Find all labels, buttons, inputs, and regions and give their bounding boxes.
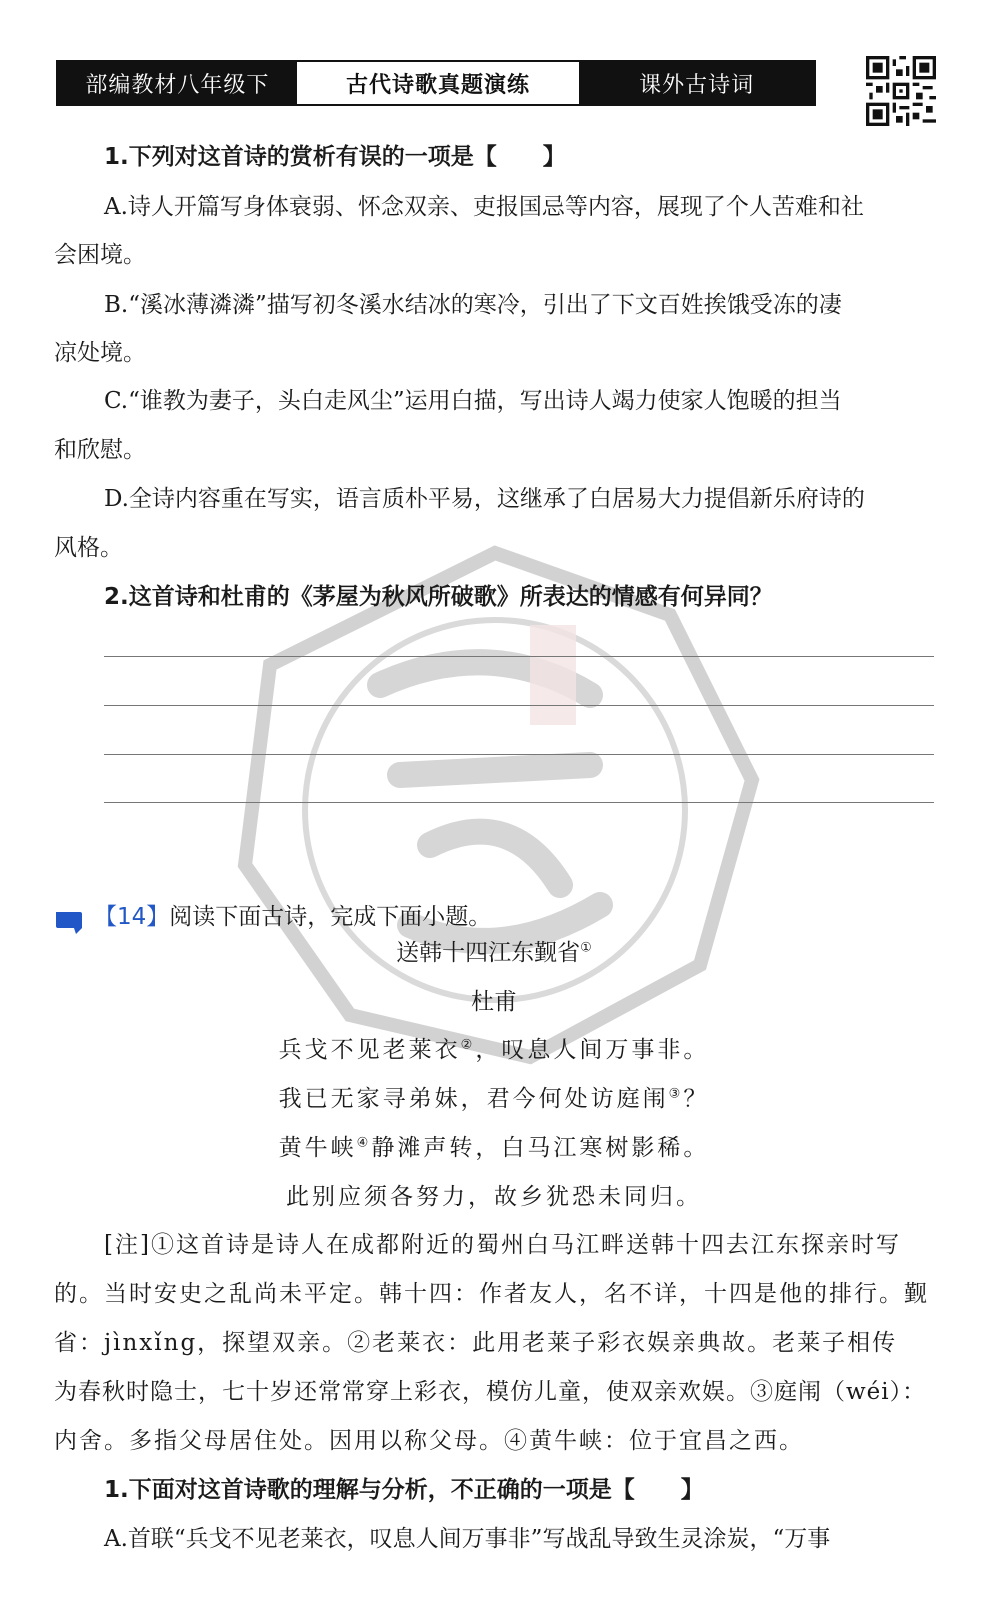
poem-author: 杜甫 [471,989,517,1015]
question-14-1-option-a: A.首联“兵戈不见老莱衣，叹息人间万事非”写战乱导致生灵涂炭，“万事 [104,1526,831,1552]
poem-line-2-a: 我已无家寻弟妹，君今何处访庭闱 [278,1086,669,1112]
note-line-2: 的。当时安史之乱尚未平定。韩十四：作者友人，名不详，十四是他的排行。觐 [54,1281,929,1307]
option-c-line-1: C.“谁教为妻子，头白走风尘”运用白描，写出诗人竭力使家人饱暖的担当 [104,388,842,414]
question-instruction: 阅读下面古诗，完成下面小题。 [169,904,492,930]
poem-line-1-b: ，叹息人间万事非。 [475,1037,710,1063]
poem-note-mark-2: ② [460,1037,476,1053]
option-b-line-1: B.“溪冰薄潾潾”描写初冬溪水结冰的寒冷，引出了下文百姓挨饿受冻的凄 [104,292,842,318]
poem-line-2 [0,1074,988,1124]
question-number: 【14】 [94,904,170,930]
poem-line-3-b: 静滩声转，白马江寒树影稀。 [371,1135,710,1161]
option-b-line-2: 凉处境。 [54,340,146,366]
poem-line-4: 此别应须各努力，故乡犹恐未同归。 [286,1184,702,1210]
poem-note-mark-3: ③ [668,1086,684,1102]
note-line-1: [注]①这首诗是诗人在成都附近的蜀州白马江畔送韩十四去江东探亲时写 [104,1232,901,1258]
header-title: 古代诗歌真题演练 [297,62,580,104]
answer-line-1[interactable] [104,656,934,657]
answer-line-3[interactable] [104,754,934,755]
question-14-1: 1.下面对这首诗歌的理解与分析，不正确的一项是【 】 [104,1477,704,1503]
poem-line-3 [0,1123,988,1173]
option-a-line-1: A.诗人开篇写身体衰弱、怀念双亲、吏报国忌等内容，展现了个人苦难和社 [104,194,864,220]
qr-code-icon[interactable] [866,56,936,126]
option-a-line-2: 会困境。 [54,242,146,268]
note-line-5: 内舍。多指父母居住处。因用以称父母。④黄牛峡：位于宜昌之西。 [54,1428,804,1454]
option-d-line-2: 风格。 [54,535,123,561]
question-2: 2.这首诗和杜甫的《茅屋为秋风所破歌》所表达的情感有何异同？ [104,584,773,610]
poem-line-3-a: 黄牛峡 [278,1135,357,1161]
option-c-line-2: 和欣慰。 [54,437,146,463]
header-bar [56,60,816,106]
poem-line-1-a: 兵戈不见老莱衣 [278,1037,461,1063]
poem-title [0,928,988,978]
poem-line-2-b: ？ [683,1086,710,1112]
question-group-title [94,898,491,931]
note-line-3: 省：jìnxǐng，探望双亲。②老莱衣：此用老莱子彩衣娱亲典故。老莱子相传 [54,1330,898,1356]
answer-line-4[interactable] [104,802,934,803]
poem-title-note-mark: ① [580,940,592,956]
note-line-4: 为春秋时隐士，七十岁还常常穿上彩衣，模仿儿童，使双亲欢娱。③庭闱（wéi）： [54,1379,927,1405]
question-1: 1.下列对这首诗的赏析有误的一项是【 】 [104,144,566,170]
header-grade: 部编教材八年级下 [58,62,297,104]
option-d-line-1: D.全诗内容重在写实，语言质朴平易，这继承了白居易大力提倡新乐府诗的 [104,486,865,512]
answer-line-2[interactable] [104,705,934,706]
poem-title-text: 送韩十四江东觐省 [396,940,581,966]
header-category: 课外古诗词 [579,62,814,104]
poem-note-mark-4: ④ [356,1135,372,1151]
poem-line-1 [0,1025,988,1075]
